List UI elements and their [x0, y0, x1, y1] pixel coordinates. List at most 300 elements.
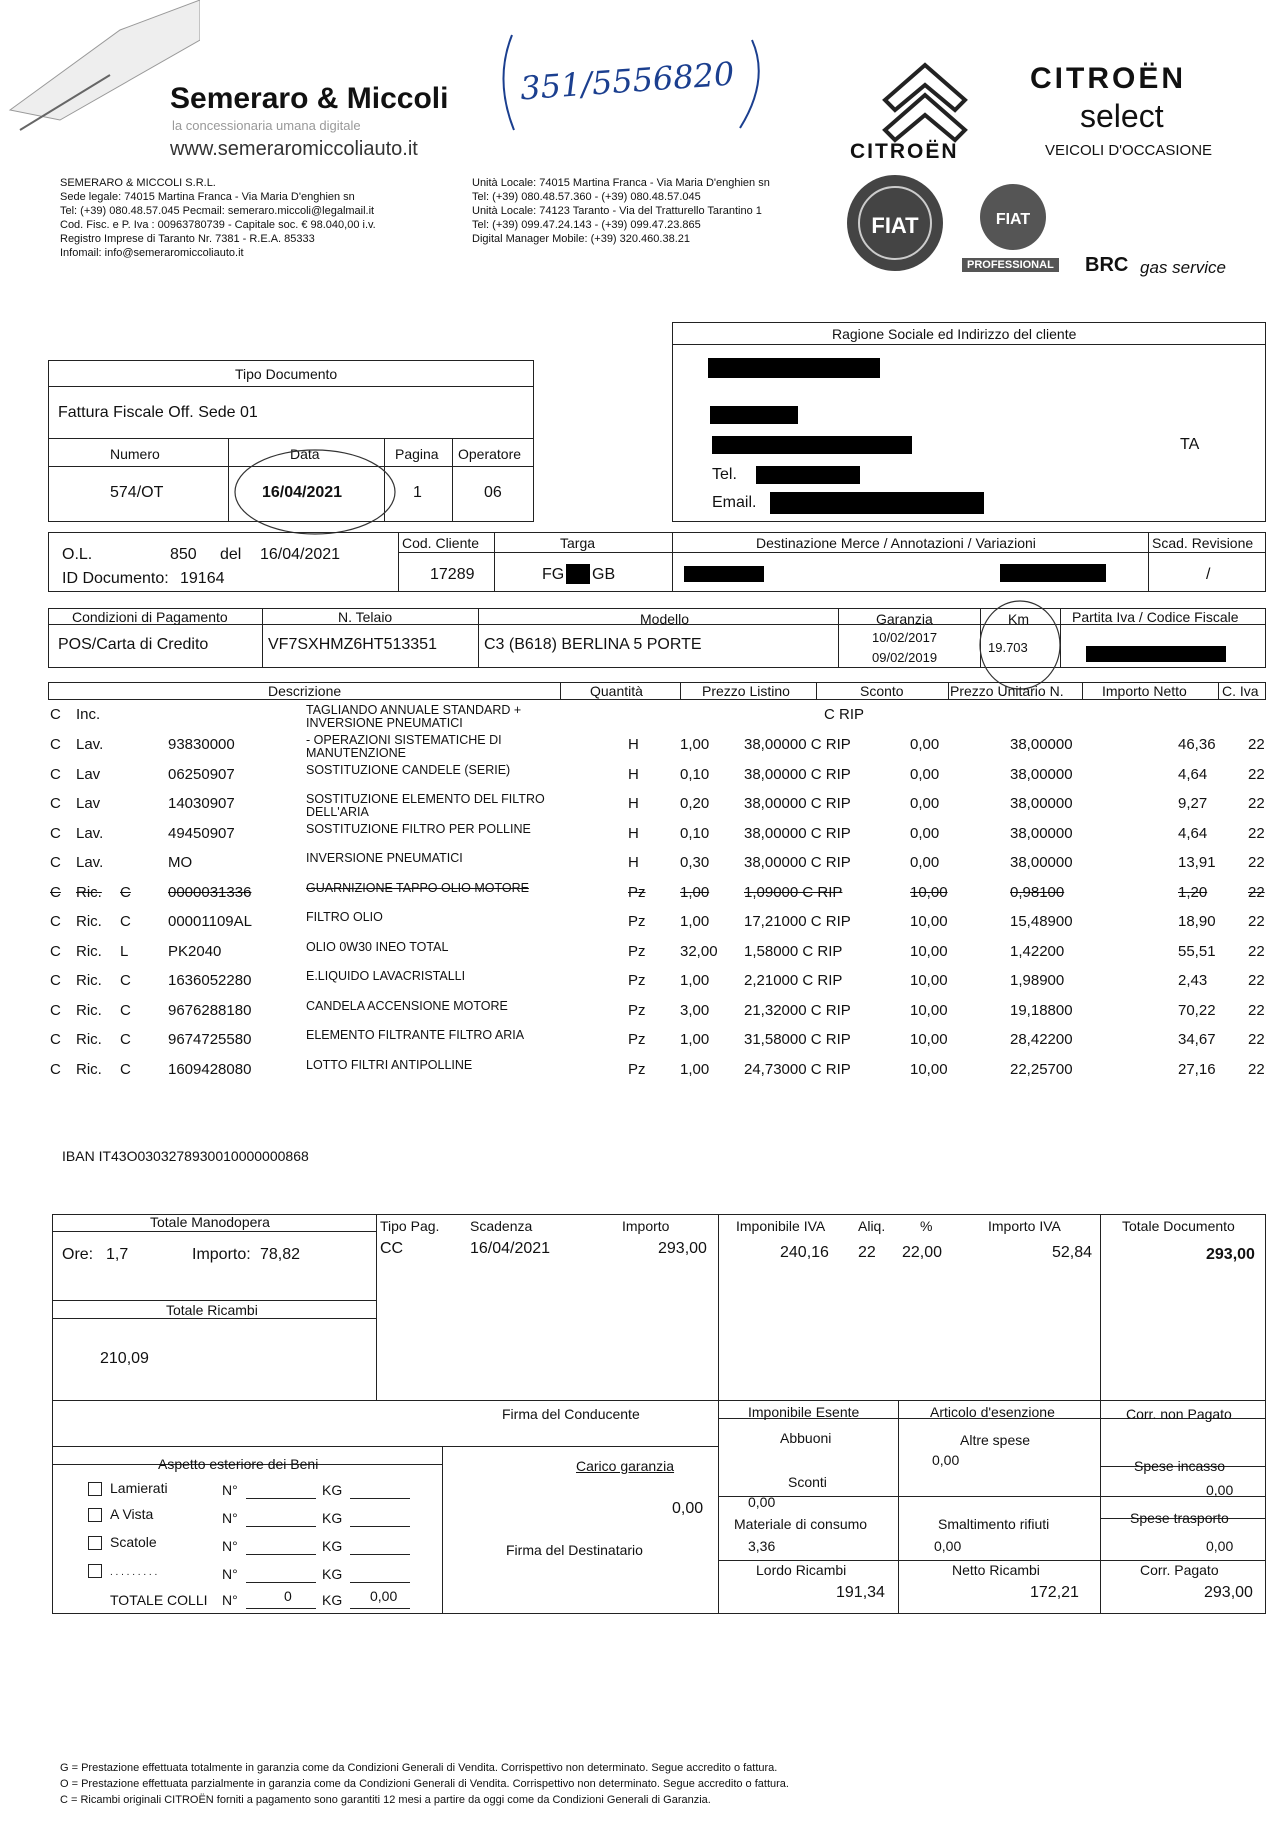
cell-qty: 0,30	[680, 854, 710, 871]
company-local-units: Unità Locale: 74015 Martina Franca - Via Maria D'enghien sn Tel: (+39) 080.48.57.360 - (+39) 080.48.57.045 Unità Locale: 74123 Taranto - Via del Tratturello Tarantino 1 Tel: (+39) 099.47.24.143 - (+39) 099.47.23.865 Digital Manager Mobile: (+39) 320.460.38.21	[472, 177, 770, 245]
tipo-pag-value: CC	[380, 1240, 404, 1257]
cell-um: Pz	[628, 1060, 646, 1078]
cell-sconto: 10,00	[910, 972, 948, 989]
ore-value: 1,7	[106, 1246, 129, 1263]
cell-c: C	[50, 1060, 61, 1078]
cell-sconto: 10,00	[910, 1031, 948, 1048]
table-row	[48, 734, 1268, 762]
firma-conducente-label: Firma del Conducente	[502, 1406, 640, 1422]
targa-prefix: FG	[542, 566, 565, 583]
redacted-client-address	[712, 436, 912, 454]
cell-desc: GUARNIZIONE TAPPO OLIO MOTORE	[306, 880, 529, 895]
cell-qty: 1,00	[680, 972, 710, 989]
cell-prezzo: 1,58000 C RIP	[744, 942, 843, 960]
cell-prezzo: 38,00000 C RIP	[744, 854, 851, 871]
id-documento-value: 19164	[180, 570, 225, 587]
cell-unit: 19,18800	[1010, 1001, 1073, 1019]
cell-qty: 1,00	[680, 1060, 710, 1078]
cell-qty: 0,20	[680, 795, 710, 812]
cell-code: 14030907	[168, 795, 235, 812]
numero-value: 574/OT	[110, 484, 164, 501]
targa-label: Targa	[560, 535, 596, 551]
cell-desc: SOSTITUZIONE CANDELE (SERIE)	[306, 762, 511, 777]
corr-pagato-value: 293,00	[1204, 1584, 1253, 1601]
other-checkbox[interactable]	[88, 1564, 102, 1578]
cell-um: H	[628, 824, 639, 842]
condizioni-label: Condizioni di Pagamento	[72, 609, 228, 625]
operatore-label: Operatore	[458, 446, 522, 462]
redacted-targa	[566, 564, 590, 584]
spese-trasporto-value: 0,00	[1206, 1538, 1234, 1554]
pag-importo-label: Importo	[622, 1218, 670, 1234]
svg-text:FIAT: FIAT	[995, 211, 1031, 228]
tipo-documento-label: Tipo Documento	[235, 366, 338, 382]
cell-um: Pz	[628, 1001, 646, 1019]
cell-c: C	[50, 942, 61, 960]
cell-unit: 0,98100	[1010, 883, 1065, 901]
totale-colli-kg-label: KG	[322, 1592, 343, 1608]
cell-code: 93830000	[168, 736, 235, 753]
col-prezzo-unitario: Prezzo Unitario N.	[950, 683, 1064, 699]
importo-iva-label: Importo IVA	[988, 1218, 1061, 1234]
cell-type: Lav.	[76, 824, 104, 842]
footnote-c: C = Ricambi originali CITROËN forniti a pagamento sono garantiti 12 mesi a partire da oggi come da Condizioni Generali di Garanzia.	[60, 1794, 711, 1806]
cell-iva: 22	[1248, 854, 1265, 871]
lordo-ricambi-value: 191,34	[836, 1584, 885, 1601]
cell-qty: 1,00	[680, 1031, 710, 1048]
cell-sub: C	[120, 1031, 131, 1048]
cell-code: MO	[168, 854, 193, 871]
lordo-ricambi-label: Lordo Ricambi	[756, 1562, 847, 1578]
corr-non-pagato-label: Corr. non Pagato	[1126, 1406, 1232, 1422]
cell-desc: LOTTO FILTRI ANTIPOLLINE	[306, 1057, 473, 1072]
cell-prezzo: 38,00000 C RIP	[744, 795, 851, 812]
km-value: 19.703	[988, 640, 1028, 655]
cell-type: Ric.	[76, 913, 102, 930]
col-c-iva: C. Iva	[1222, 683, 1259, 699]
ore-label: Ore:	[62, 1246, 94, 1263]
cell-iva: 22	[1248, 1001, 1265, 1019]
table-row	[48, 911, 1268, 939]
table-row	[48, 970, 1268, 998]
citroen-small-logo: CITROËN	[850, 140, 959, 163]
tipo-documento-value: Fattura Fiscale Off. Sede 01	[58, 404, 258, 421]
carico-garanzia-label: Carico garanzia	[576, 1458, 675, 1474]
svg-text:FIAT: FIAT	[871, 213, 919, 238]
data-label: Data	[290, 446, 320, 462]
cell-type: Lav	[76, 765, 101, 783]
cell-sconto: 0,00	[910, 824, 940, 842]
brc-subtitle: gas service	[1140, 258, 1226, 277]
cell-iva: 22	[1248, 1031, 1265, 1048]
data-value: 16/04/2021	[262, 484, 343, 501]
cell-iva: 22	[1248, 795, 1265, 812]
cell-code: 00001109AL	[168, 913, 252, 930]
altre-spese-value: 0,00	[932, 1452, 960, 1468]
smaltimento-value: 0,00	[934, 1538, 962, 1554]
col-quantita: Quantità	[590, 683, 643, 699]
cliente-title: Ragione Sociale ed Indirizzo del cliente	[832, 326, 1077, 342]
cell-netto: 18,90	[1178, 913, 1216, 930]
cell-type: Ric.	[76, 942, 102, 960]
cell-qty: 32,00	[680, 942, 718, 960]
table-row	[48, 1029, 1268, 1057]
cell-type: Lav	[76, 795, 101, 812]
ol-label: O.L.	[62, 546, 93, 563]
sconti-label: Sconti	[788, 1474, 827, 1490]
cell-prezzo: 1,09000 C RIP	[744, 883, 843, 901]
cell-c: C	[50, 736, 61, 753]
fiat-large-logo	[845, 168, 945, 278]
operatore-value: 06	[484, 484, 502, 501]
cell-netto: 1,20	[1178, 883, 1208, 901]
manodopera-importo-value: 78,82	[260, 1246, 301, 1263]
totale-ricambi-value: 210,09	[100, 1350, 149, 1367]
importo-iva-value: 52,84	[1052, 1244, 1093, 1261]
cell-iva: 22	[1248, 942, 1265, 960]
cell-type: Ric.	[76, 883, 102, 901]
cell-unit: 15,48900	[1010, 913, 1073, 930]
cell-unit: 1,42200	[1010, 942, 1065, 960]
aspetto-beni-label: Aspetto esteriore dei Beni	[158, 1456, 319, 1472]
cell-prezzo: 24,73000 C RIP	[744, 1060, 851, 1078]
cell-prezzo: 17,21000 C RIP	[744, 913, 851, 930]
company-tagline: la concessionaria umana digitale	[172, 118, 361, 133]
cell-qty: 0,10	[680, 824, 710, 842]
col-importo-netto: Importo Netto	[1102, 683, 1187, 699]
imponibile-iva-value: 240,16	[780, 1244, 829, 1261]
cell-desc: E.LIQUIDO LAVACRISTALLI	[306, 969, 466, 983]
spese-incasso-label: Spese incasso	[1134, 1458, 1226, 1474]
professional-badge: PROFESSIONAL	[962, 258, 1059, 272]
targa-suffix: GB	[592, 566, 616, 583]
cell-c: C	[50, 765, 61, 783]
cell-um: Pz	[628, 972, 646, 989]
cell-um: H	[628, 736, 639, 753]
cell-c: C	[50, 1031, 61, 1048]
citroen-chevrons-icon	[870, 55, 980, 150]
cell-iva: 22	[1248, 913, 1265, 930]
cell-netto: 13,91	[1178, 854, 1216, 871]
kg-label-1: KG	[322, 1482, 343, 1498]
footnote-o: O = Prestazione effettuata parzialmente in garanzia come da Condizioni Generali di Vendita. Corrispettivo non determinato. Segue accredito o fattura.	[60, 1778, 789, 1790]
cell-sconto: 0,00	[910, 795, 940, 812]
cell-um: Pz	[628, 942, 646, 960]
cell-iva: 22	[1248, 1060, 1265, 1078]
table-row	[48, 823, 1268, 851]
cell-desc: SOSTITUZIONE FILTRO PER POLLINE	[306, 821, 531, 836]
cell-prezzo: 2,21000 C RIP	[744, 972, 843, 989]
other-row: . . . . . . . . .	[88, 1562, 157, 1578]
imponibile-iva-label: Imponibile IVA	[736, 1218, 826, 1234]
n-label-4: N°	[222, 1566, 238, 1582]
scadenza-value: 16/04/2021	[470, 1240, 551, 1257]
cell-qty: 3,00	[680, 1001, 710, 1019]
avista-row: A Vista	[88, 1506, 153, 1522]
cell-c: C	[50, 824, 61, 842]
cell-sconto: 10,00	[910, 913, 948, 930]
company-website[interactable]: www.semeraromiccoliauto.it	[170, 138, 418, 160]
table-row	[48, 882, 1268, 910]
cell-code: 1636052280	[168, 972, 252, 989]
ol-date: 16/04/2021	[260, 546, 341, 563]
handwritten-circle-km	[975, 596, 1065, 694]
cell-desc: ELEMENTO FILTRANTE FILTRO ARIA	[306, 1028, 525, 1042]
telaio-label: N. Telaio	[338, 609, 393, 625]
cell-sconto: 0,00	[910, 765, 940, 783]
cell-iva: 22	[1248, 765, 1265, 783]
cell-c: C	[50, 795, 61, 812]
handwritten-phone: 351/5556820	[518, 54, 736, 108]
kg-label-3: KG	[322, 1538, 343, 1554]
col-descrizione: Descrizione	[268, 683, 342, 699]
redacted-tel	[756, 466, 860, 484]
ol-number: 850	[170, 546, 197, 563]
cell-netto: 4,64	[1178, 765, 1208, 783]
cell-sub: C	[120, 1060, 131, 1078]
cell-unit: 38,00000	[1010, 854, 1073, 871]
col-sconto: Sconto	[860, 683, 904, 699]
netto-ricambi-label: Netto Ricambi	[952, 1562, 1040, 1578]
cell-qty: 1,00	[680, 883, 710, 901]
condizioni-value: POS/Carta di Credito	[58, 636, 209, 653]
iban: IBAN IT43O0303278930010000000868	[62, 1148, 309, 1164]
cell-um: H	[628, 795, 639, 812]
cell-prezzo: 38,00000 C RIP	[744, 736, 851, 753]
cell-code: PK2040	[168, 942, 222, 960]
corr-pagato-label: Corr. Pagato	[1140, 1562, 1219, 1578]
cell-prezzo: 38,00000 C RIP	[744, 824, 851, 842]
totale-colli-label: TOTALE COLLI	[110, 1592, 208, 1608]
table-row	[48, 793, 1268, 821]
garanzia-label: Garanzia	[876, 611, 933, 627]
spese-trasporto-label: Spese trasporto	[1130, 1510, 1229, 1526]
cell-prezzo: 31,58000 C RIP	[744, 1031, 851, 1048]
lamierati-row: Lamierati	[88, 1480, 168, 1496]
kg-label-2: KG	[322, 1510, 343, 1526]
garanzia-end: 09/02/2019	[872, 650, 938, 665]
sconti-value: 0,00	[748, 1494, 776, 1510]
modello-label: Modello	[640, 611, 690, 627]
cell-code: 0000031336	[168, 883, 252, 901]
imponibile-esente-label: Imponibile Esente	[748, 1404, 860, 1420]
cell-desc: CANDELA ACCENSIONE MOTORE	[306, 998, 508, 1013]
redacted-dest-1	[684, 566, 764, 582]
telaio-value: VF7SXHMZ6HT513351	[268, 636, 437, 653]
scadenza-label: Scadenza	[470, 1218, 533, 1234]
aliquota-label: Aliq.	[858, 1218, 886, 1234]
kg-label-4: KG	[322, 1566, 343, 1582]
totale-manodopera-label: Totale Manodopera	[150, 1214, 270, 1230]
cell-qty: 1,00	[680, 736, 710, 753]
percent-label: %	[920, 1218, 933, 1234]
cell-um: Pz	[628, 913, 646, 930]
totals-box	[52, 1214, 1266, 1614]
destinazione-label: Destinazione Merce / Annotazioni / Variazioni	[756, 535, 1036, 551]
n-label-3: N°	[222, 1538, 238, 1554]
cell-desc: INVERSIONE PNEUMATICI	[306, 851, 463, 865]
cell-sconto: 10,00	[910, 883, 948, 901]
cell-desc: FILTRO OLIO	[306, 910, 383, 924]
cell-c: C	[50, 854, 61, 871]
cell-type: Ric.	[76, 1001, 102, 1019]
cell-unit: 22,25700	[1010, 1060, 1073, 1078]
spese-incasso-value: 0,00	[1206, 1482, 1234, 1498]
cell-desc: SOSTITUZIONE ELEMENTO DEL FILTRO DELL'ARIA	[306, 792, 545, 819]
redacted-dest-2	[1000, 564, 1106, 582]
cell-sconto: 0,00	[910, 854, 940, 871]
firma-destinatario-label: Firma del Destinatario	[506, 1542, 643, 1558]
cod-cliente-value: 17289	[430, 566, 475, 583]
materiale-consumo-label: Materiale di consumo	[734, 1516, 868, 1532]
cell-netto: 27,16	[1178, 1060, 1216, 1078]
cell-sub: C	[120, 1001, 131, 1019]
company-name: Semeraro & Miccoli	[170, 82, 449, 115]
cell-c: C	[50, 972, 61, 989]
netto-ricambi-value: 172,21	[1030, 1584, 1079, 1601]
cell-netto: 9,27	[1178, 795, 1208, 812]
manodopera-importo-label: Importo:	[192, 1246, 251, 1263]
redacted-client-line	[710, 406, 798, 424]
abbuoni-label: Abbuoni	[780, 1430, 832, 1446]
veicoli-occasione: VEICOLI D'OCCASIONE	[1045, 142, 1213, 159]
totale-documento-value: 293,00	[1206, 1246, 1255, 1263]
percent-value: 22,00	[902, 1244, 943, 1261]
cell-type: Lav.	[76, 854, 104, 871]
cell-um: H	[628, 854, 639, 871]
numero-label: Numero	[110, 446, 160, 462]
id-documento-label: ID Documento:	[62, 570, 169, 587]
citroen-main-logo: CITROËN	[1030, 62, 1186, 95]
cell-code: 06250907	[168, 765, 235, 783]
torn-sticker-graphic	[0, 0, 200, 150]
cod-cliente-label: Cod. Cliente	[402, 535, 480, 551]
materiale-consumo-value: 3,36	[748, 1538, 776, 1554]
tipo-pag-label: Tipo Pag.	[380, 1218, 440, 1234]
cell-type: Ric.	[76, 1060, 102, 1078]
cell-sub: C	[120, 913, 131, 930]
select-logo: select	[1080, 98, 1164, 134]
table-row	[48, 941, 1268, 969]
table-row	[48, 1059, 1268, 1087]
cell-unit: 38,00000	[1010, 795, 1073, 812]
scad-revisione-label: Scad. Revisione	[1152, 535, 1254, 551]
cell-unit: 38,00000	[1010, 765, 1073, 783]
cell-iva: 22	[1248, 883, 1265, 901]
cell-iva: 22	[1248, 736, 1265, 753]
cell-unit: 38,00000	[1010, 824, 1073, 842]
table-row	[48, 764, 1268, 792]
cell-netto: 34,67	[1178, 1031, 1216, 1048]
items-header	[48, 682, 1266, 700]
cell-code: 9674725580	[168, 1031, 252, 1048]
cell-prezzo: 38,00000 C RIP	[744, 765, 851, 783]
table-row	[48, 852, 1268, 880]
cliente-email-label: Email.	[712, 494, 757, 511]
handwritten-brackets	[490, 20, 780, 140]
cell-type: Lav.	[76, 736, 104, 753]
cell-iva: 22	[1248, 972, 1265, 989]
company-legal-info: SEMERARO & MICCOLI S.R.L. Sede legale: 74015 Martina Franca - Via Maria D'enghien sn Tel: (+39) 080.48.57.045 Pecmail: semeraro.miccoli@legalmail.it Cod. Fisc. e P. Iva : 00963780739 - Capitale soc. € 98.040,00 i.v. Registro Imprese di Taranto Nr. 7381 - R.E.A. 85333 Infomail: info@semeraromiccoliauto.it	[60, 177, 376, 259]
altre-spese-label: Altre spese	[960, 1432, 1031, 1448]
cell-sconto: 0,00	[910, 736, 940, 753]
redacted-email	[770, 492, 984, 514]
cell-um: H	[628, 765, 639, 783]
cell-c: C	[50, 883, 61, 901]
cell-netto: 4,64	[1178, 824, 1208, 842]
articolo-esenzione-label: Articolo d'esenzione	[930, 1404, 1055, 1420]
fiat-small-logo	[978, 182, 1048, 252]
cell-netto: 55,51	[1178, 942, 1216, 960]
scatole-checkbox[interactable]	[88, 1536, 102, 1550]
cell-type: Ric.	[76, 972, 102, 989]
cell-um: Pz	[628, 883, 646, 901]
cell-sub: L	[120, 942, 129, 960]
redacted-piva	[1086, 646, 1226, 662]
carico-garanzia-value: 0,00	[672, 1500, 704, 1517]
totale-colli-kg-value: 0,00	[370, 1588, 398, 1604]
lamierati-checkbox[interactable]	[88, 1482, 102, 1496]
pagina-label: Pagina	[395, 446, 439, 462]
scatole-row: Scatole	[88, 1534, 157, 1550]
redacted-client-name	[708, 358, 880, 378]
cell-qty: 0,10	[680, 765, 710, 783]
cell-netto: 46,36	[1178, 736, 1216, 753]
n-label-1: N°	[222, 1482, 238, 1498]
aliquota-value: 22	[858, 1244, 876, 1261]
cell-desc: OLIO 0W30 INEO TOTAL	[306, 939, 449, 954]
cell-c: C	[50, 1001, 61, 1019]
n-label-2: N°	[222, 1510, 238, 1526]
cell-unit: 1,98900	[1010, 972, 1065, 989]
table-row-inc: C Inc. TAGLIANDO ANNUALE STANDARD + INVERSIONE PNEUMATICI C RIP	[50, 703, 865, 730]
cell-code: 1609428080	[168, 1060, 252, 1078]
cell-code: 9676288180	[168, 1001, 252, 1019]
cell-sconto: 10,00	[910, 1001, 948, 1019]
totale-colli-n-value: 0	[284, 1588, 292, 1604]
cell-qty: 1,00	[680, 913, 710, 930]
pagina-value: 1	[413, 484, 422, 501]
cell-desc: - OPERAZIONI SISTEMATICHE DI MANUTENZIONE	[306, 733, 502, 760]
cell-um: Pz	[628, 1031, 646, 1048]
cell-sconto: 10,00	[910, 942, 948, 960]
totale-documento-label: Totale Documento	[1122, 1218, 1235, 1234]
ol-del: del	[220, 546, 242, 563]
cliente-tel-label: Tel.	[712, 466, 737, 483]
scad-revisione-value: /	[1206, 566, 1211, 583]
footnote-g: G = Prestazione effettuata totalmente in garanzia come da Condizioni Generali di Vendita. Corrispettivo non determinato. Segue accredito o fattura.	[60, 1762, 778, 1774]
cell-netto: 70,22	[1178, 1001, 1216, 1019]
col-prezzo-listino: Prezzo Listino	[702, 683, 790, 699]
pag-importo-value: 293,00	[658, 1240, 707, 1257]
totale-colli-n-label: N°	[222, 1592, 238, 1608]
cell-type: Ric.	[76, 1031, 102, 1048]
garanzia-start: 10/02/2017	[872, 630, 938, 645]
cell-unit: 38,00000	[1010, 736, 1073, 753]
cell-unit: 28,42200	[1010, 1031, 1073, 1048]
cell-code: 49450907	[168, 824, 235, 842]
avista-checkbox[interactable]	[88, 1508, 102, 1522]
cell-c: C	[50, 913, 61, 930]
cell-sub: C	[120, 972, 131, 989]
modello-value: C3 (B618) BERLINA 5 PORTE	[484, 636, 702, 653]
cell-iva: 22	[1248, 824, 1265, 842]
brc-logo: BRC	[1085, 254, 1129, 276]
cell-sub: C	[120, 883, 131, 901]
cell-netto: 2,43	[1178, 972, 1208, 989]
cell-sconto: 10,00	[910, 1060, 948, 1078]
smaltimento-label: Smaltimento rifiuti	[938, 1516, 1050, 1532]
